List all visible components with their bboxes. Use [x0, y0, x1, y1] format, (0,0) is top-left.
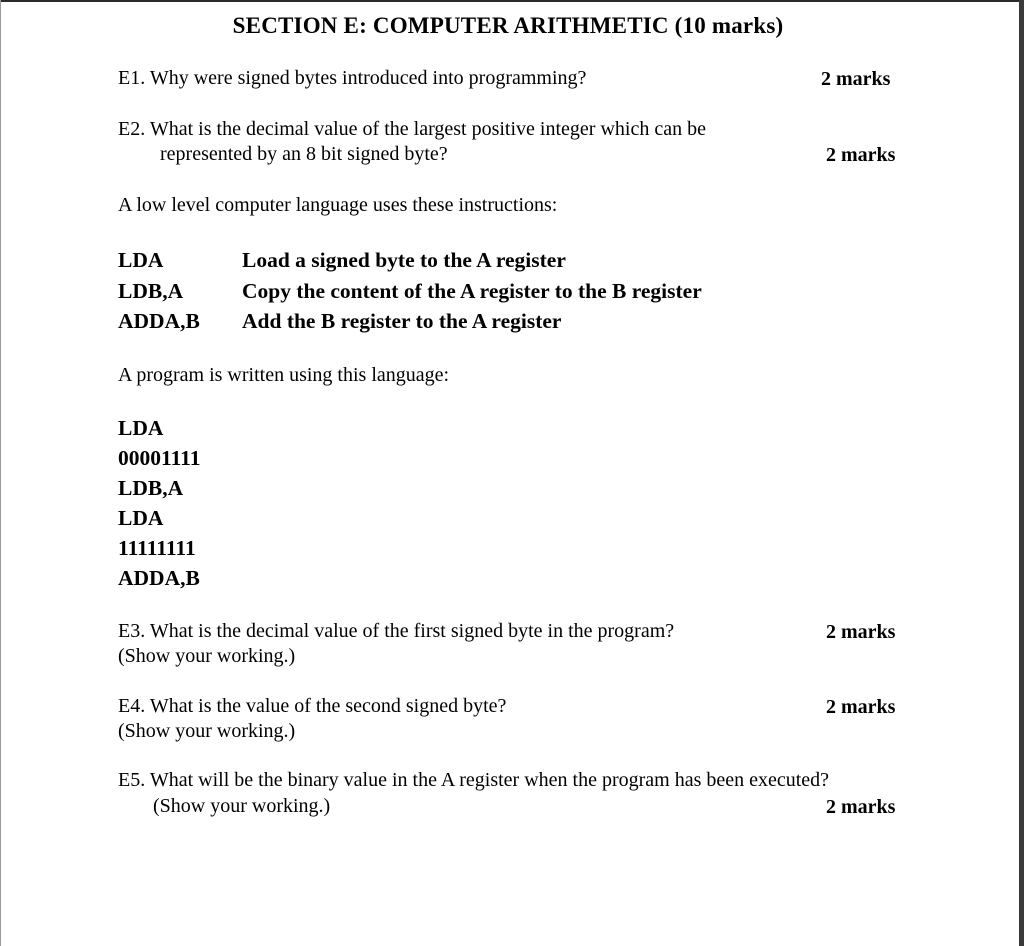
question-e4-line2: (Show your working.): [118, 720, 296, 742]
question-e2-marks: 2 marks: [826, 144, 896, 166]
instruction-op-ldb-a: LDB,A: [118, 279, 184, 303]
question-e1-line1: E1. Why were signed bytes introduced into programming?: [118, 67, 587, 89]
question-e2-line2: represented by an 8 bit signed byte?: [160, 143, 448, 165]
section-title: SECTION E: COMPUTER ARITHMETIC (10 marks): [232, 13, 784, 38]
instruction-op-lda: LDA: [118, 248, 164, 272]
program-line: LDB,A: [118, 476, 184, 500]
window-right-border: [1019, 0, 1024, 946]
instructions-intro: A low level computer language uses these instructions:: [118, 194, 558, 216]
question-e3-line1: E3. What is the decimal value of the first signed byte in the program?: [118, 620, 675, 642]
question-e5-line1: E5. What will be the binary value in the A register when the program has been executed?: [118, 769, 830, 791]
instruction-desc-adda-b: Add the B register to the A register: [242, 309, 562, 333]
question-e5-marks: 2 marks: [826, 796, 896, 818]
program-line: 00001111: [118, 446, 201, 470]
program-line: LDA: [118, 416, 164, 440]
instruction-op-adda-b: ADDA,B: [118, 309, 200, 333]
question-e4-line1: E4. What is the value of the second signed byte?: [118, 695, 507, 717]
question-e1-marks: 2 marks: [821, 68, 891, 90]
program-line: LDA: [118, 506, 164, 530]
question-e2-line1: E2. What is the decimal value of the largest positive integer which can be: [118, 118, 706, 140]
question-e3-line2: (Show your working.): [118, 645, 296, 667]
question-e5-line2: (Show your working.): [153, 795, 331, 817]
instruction-desc-lda: Load a signed byte to the A register: [242, 248, 566, 272]
question-e3-marks: 2 marks: [826, 621, 896, 643]
program-line: 11111111: [118, 536, 196, 560]
instruction-desc-ldb-a: Copy the content of the A register to the B register: [242, 279, 702, 303]
question-e4-marks: 2 marks: [826, 696, 896, 718]
program-intro: A program is written using this language:: [118, 364, 450, 386]
program-line: ADDA,B: [118, 566, 200, 590]
